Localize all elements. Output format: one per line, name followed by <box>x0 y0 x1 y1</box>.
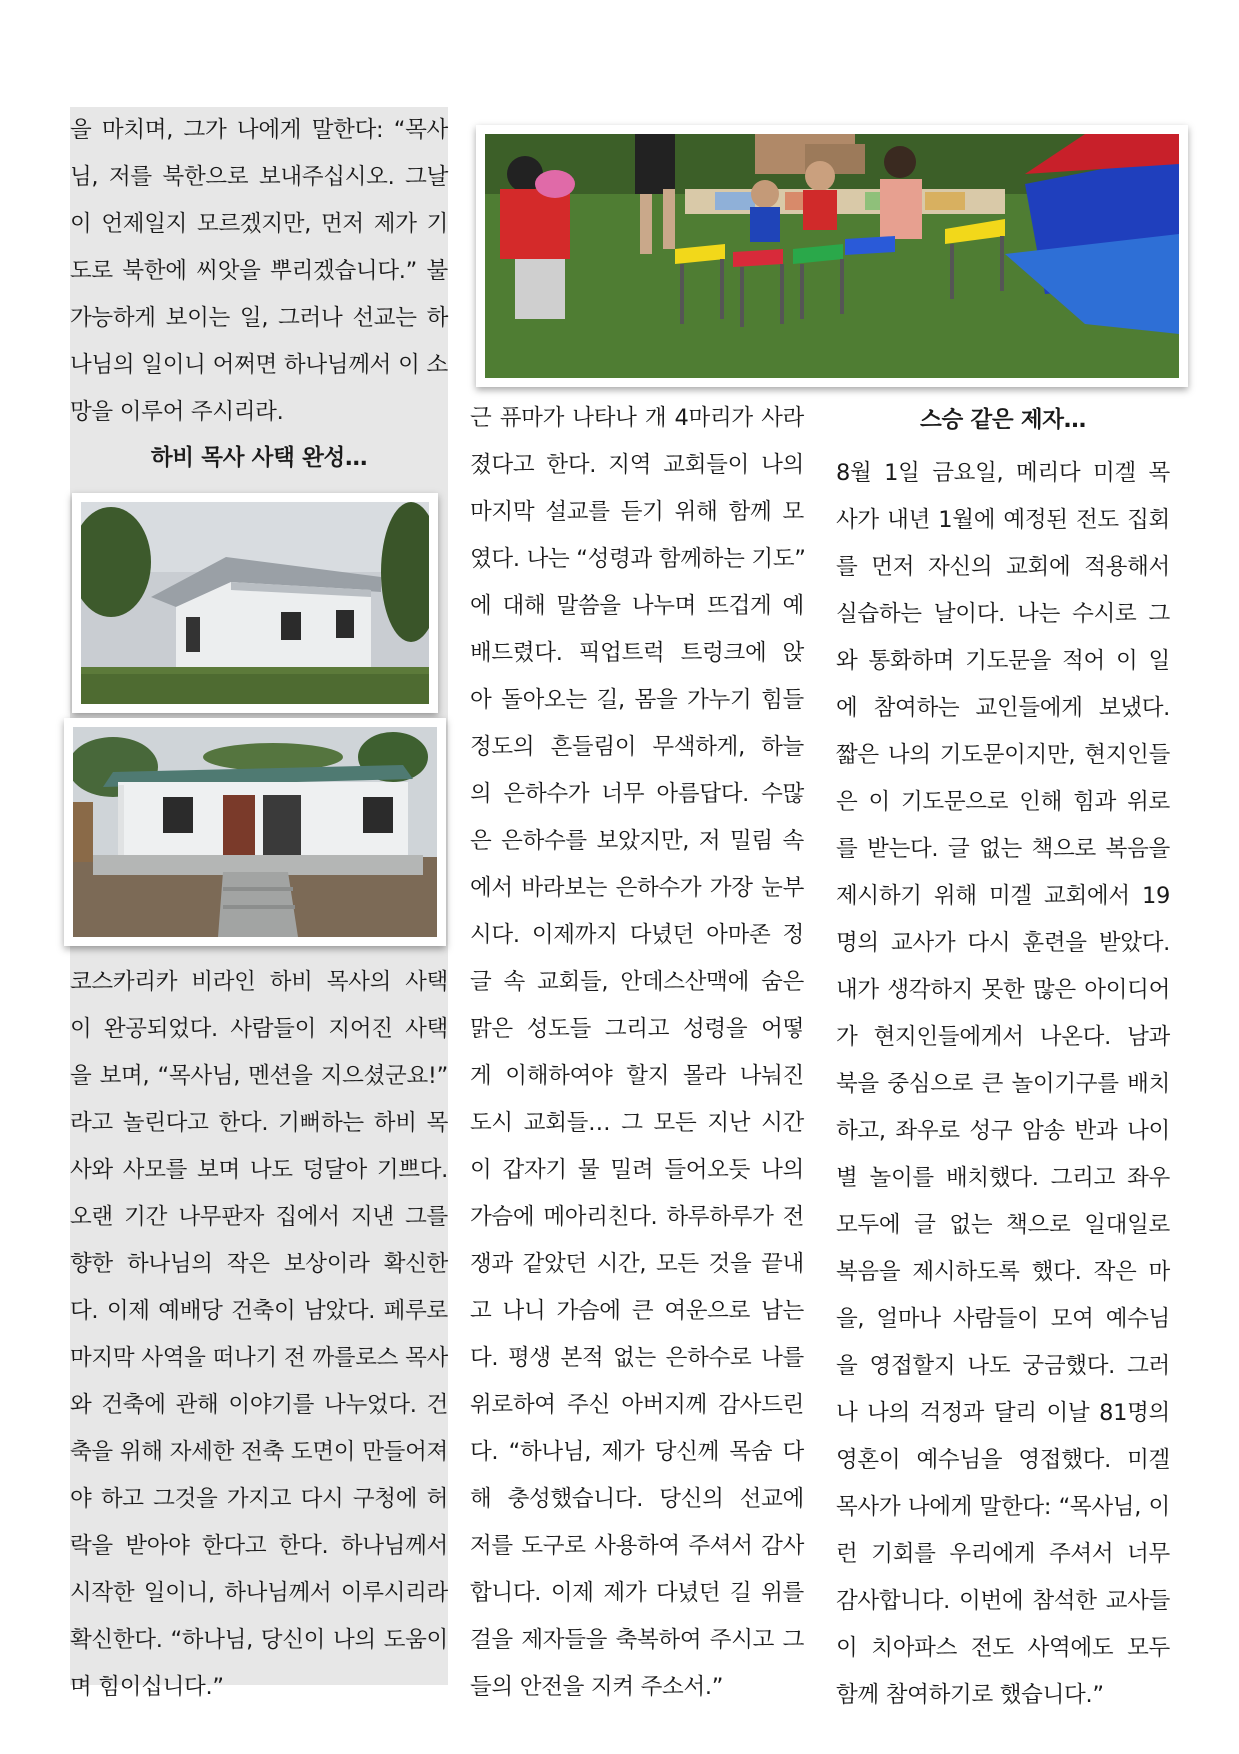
text-line: 시다. 이제까지 다녔던 아마존 정 <box>470 922 804 948</box>
text-line: 제시하기 위해 미겔 교회에서 19 <box>836 883 1170 909</box>
text-line: 도시 교회들… 그 모든 지난 시간 <box>470 1110 804 1136</box>
text-line: 나 나의 걱정과 달리 이날 81명의 <box>836 1400 1170 1426</box>
text-line: 함께 참여하기로 했습니다.” <box>836 1682 1104 1708</box>
text-line: 하고, 좌우로 성구 암송 반과 나이 <box>836 1118 1170 1144</box>
text-line: 의 은하수가 너무 아름답다. 수많 <box>470 781 804 807</box>
text-line: 졌다고 한다. 지역 교회들이 나의 <box>470 452 804 478</box>
text-line: 은 이 기도문으로 인해 힘과 위로 <box>836 789 1170 815</box>
text-line: 며 힘이십니다.” <box>70 1674 224 1700</box>
text-line: 망을 이루어 주시리라. <box>70 399 284 425</box>
text-line: 를 먼저 자신의 교회에 적용해서 <box>836 554 1170 580</box>
text-line: 확신한다. “하나님, 당신이 나의 도움이 <box>70 1627 448 1653</box>
text-line: 을 보며, “목사님, 멘션을 지으셨군요!” <box>70 1063 448 1089</box>
text-line: 8월 1일 금요일, 메리다 미겔 목 <box>836 460 1170 486</box>
text-line: 님, 저를 북한으로 보내주십시오. 그날 <box>70 164 448 190</box>
text-line: 을 마치며, 그가 나에게 말한다: “목사 <box>70 117 448 143</box>
text-line: 글 속 교회들, 안데스산맥에 숨은 <box>470 969 804 995</box>
text-line: 코스카리카 비라인 하비 목사의 사택 <box>70 969 448 995</box>
text-line: 걸을 제자들을 축복하여 주시고 그 <box>470 1627 804 1653</box>
text-line: 도로 북한에 씨앗을 뿌리겠습니다.” 불 <box>70 258 448 284</box>
column2-text <box>470 395 804 1711</box>
column1-bottom-text <box>70 959 448 1711</box>
text-line: 짧은 나의 기도문이지만, 현지인들 <box>836 742 1170 768</box>
text-line: 시작한 일이니, 하나님께서 이루시리라 <box>70 1580 448 1606</box>
text-line: 마지막 사역을 떠나기 전 까를로스 목사 <box>70 1345 448 1371</box>
text-line: 에 대해 말씀을 나누며 뜨겁게 예 <box>470 593 804 619</box>
children-activity-photo <box>476 125 1188 387</box>
text-line: 위로하여 주신 아버지께 감사드린 <box>470 1392 804 1418</box>
text-line: 아 돌아오는 길, 몸을 가누기 힘들 <box>470 687 804 713</box>
text-line: 사가 내년 1월에 예정된 전도 집회 <box>836 507 1170 533</box>
text-line: 다. 평생 본적 없는 은하수로 나를 <box>470 1345 804 1371</box>
text-line: 나님의 일이니 어쩌면 하나님께서 이 소 <box>70 352 448 378</box>
text-line: 가 현지인들에게서 나온다. 남과 <box>836 1024 1170 1050</box>
section-title-student-like-teacher: 스승 같은 제자… <box>920 407 1086 433</box>
house-side-photo <box>72 493 438 713</box>
text-line: 사와 사모를 보며 나도 덩달아 기쁘다. <box>70 1157 448 1183</box>
text-line: 이 완공되었다. 사람들이 지어진 사택 <box>70 1016 448 1042</box>
text-line: 북을 중심으로 큰 놀이기구를 배치 <box>836 1071 1170 1097</box>
house-front-photo <box>64 718 446 946</box>
text-line: 내가 생각하지 못한 많은 아이디어 <box>836 977 1170 1003</box>
text-line: 별 놀이를 배치했다. 그리고 좌우 <box>836 1165 1170 1191</box>
column3-text <box>836 450 1170 1719</box>
text-line: 이 치아파스 전도 사역에도 모두 <box>836 1635 1170 1661</box>
text-line: 다. “하나님, 제가 당신께 목숨 다 <box>470 1439 804 1465</box>
text-line: 이 언제일지 모르겠지만, 먼저 제가 기 <box>70 211 448 237</box>
text-line: 야 하고 그것을 가지고 다시 구청에 허 <box>70 1486 448 1512</box>
text-line: 감사합니다. 이번에 참석한 교사들 <box>836 1588 1170 1614</box>
text-line: 복음을 제시하도록 했다. 작은 마 <box>836 1259 1170 1285</box>
text-line: 을 영접할지 나도 궁금했다. 그러 <box>836 1353 1170 1379</box>
text-line: 고 나니 가슴에 큰 여운으로 남는 <box>470 1298 804 1324</box>
text-line: 맑은 성도들 그리고 성령을 어떻 <box>470 1016 804 1042</box>
text-line: 배드렸다. 픽업트럭 트렁크에 앉 <box>470 640 804 666</box>
text-line: 향한 하나님의 작은 보상이라 확신한 <box>70 1251 448 1277</box>
text-line: 합니다. 이제 제가 다녔던 길 위를 <box>470 1580 804 1606</box>
text-line: 은 은하수를 보았지만, 저 밀림 속 <box>470 828 804 854</box>
column1-top-text <box>70 107 448 436</box>
text-line: 저를 도구로 사용하여 주셔서 감사 <box>470 1533 804 1559</box>
text-line: 게 이해하여야 할지 몰라 나눠진 <box>470 1063 804 1089</box>
text-line: 다. 이제 예배당 건축이 남았다. 페루로 <box>70 1298 448 1324</box>
text-line: 와 통화하며 기도문을 적어 이 일 <box>836 648 1170 674</box>
section-title-harvey-parsonage: 하비 목사 사택 완성… <box>150 445 368 471</box>
column1-section-title-block <box>70 435 448 482</box>
text-line: 을, 얼마나 사람들이 모여 예수님 <box>836 1306 1170 1332</box>
text-line: 였다. 나는 “성령과 함께하는 기도” <box>470 546 806 572</box>
text-line: 목사가 나에게 말한다: “목사님, 이 <box>836 1494 1170 1520</box>
text-line: 를 받는다. 글 없는 책으로 복음을 <box>836 836 1170 862</box>
text-line: 와 건축에 관해 이야기를 나누었다. 건 <box>70 1392 448 1418</box>
text-line: 영혼이 예수님을 영접했다. 미겔 <box>836 1447 1170 1473</box>
text-line: 락을 받아야 한다고 한다. 하나님께서 <box>70 1533 448 1559</box>
text-line: 런 기회를 우리에게 주셔서 너무 <box>836 1541 1170 1567</box>
text-line: 해 충성했습니다. 당신의 선교에 <box>470 1486 804 1512</box>
text-line: 실습하는 날이다. 나는 수시로 그 <box>836 601 1170 627</box>
text-line: 축을 위해 자세한 전축 도면이 만들어져 <box>70 1439 448 1465</box>
text-line: 가슴에 메아리친다. 하루하루가 전 <box>470 1204 804 1230</box>
text-line: 들의 안전을 지켜 주소서.” <box>470 1674 724 1700</box>
text-line: 오랜 기간 나무판자 집에서 지낸 그를 <box>70 1204 448 1230</box>
text-line: 명의 교사가 다시 훈련을 받았다. <box>836 930 1170 956</box>
text-line: 마지막 설교를 듣기 위해 함께 모 <box>470 499 804 525</box>
text-line: 가능하게 보이는 일, 그러나 선교는 하 <box>70 305 448 331</box>
text-line: 라고 놀린다고 한다. 기뻐하는 하비 목 <box>70 1110 448 1136</box>
text-line: 정도의 흔들림이 무색하게, 하늘 <box>470 734 804 760</box>
text-line: 에서 바라보는 은하수가 가장 눈부 <box>470 875 804 901</box>
column3-section-title-block <box>836 397 1170 444</box>
text-line: 근 퓨마가 나타나 개 4마리가 사라 <box>470 405 804 431</box>
text-line: 에 참여하는 교인들에게 보냈다. <box>836 695 1170 721</box>
text-line: 모두에 글 없는 책으로 일대일로 <box>836 1212 1170 1238</box>
text-line: 쟁과 같았던 시간, 모든 것을 끝내 <box>470 1251 804 1277</box>
text-line: 이 갑자기 물 밀려 들어오듯 나의 <box>470 1157 804 1183</box>
